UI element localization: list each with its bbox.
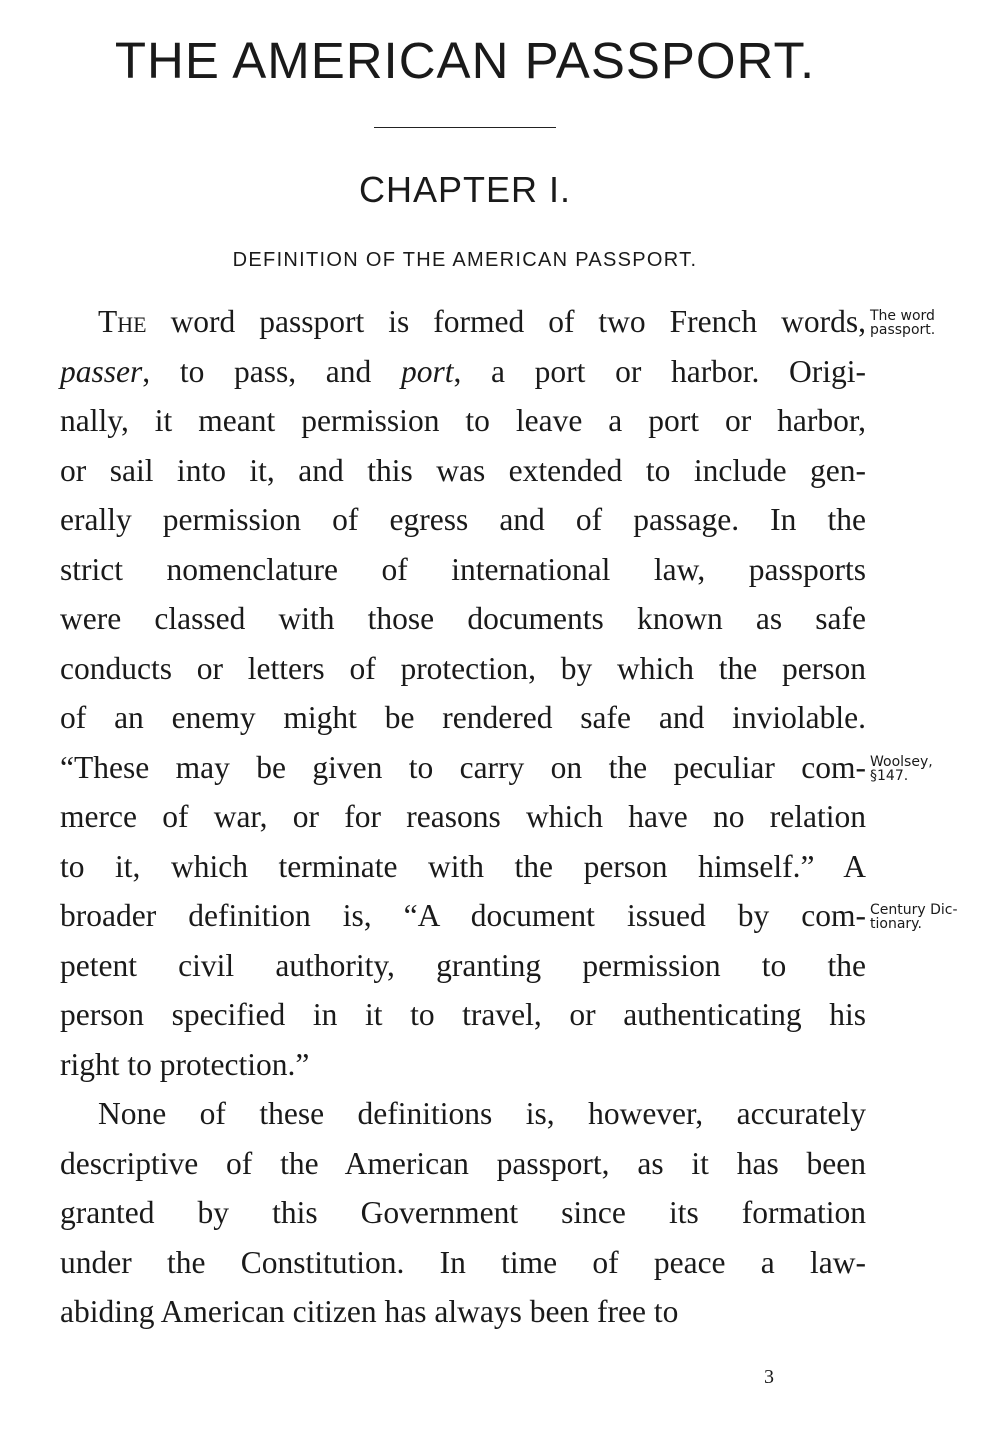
margin-note-line: Woolsey, bbox=[870, 754, 933, 770]
margin-note-century-dictionary bbox=[870, 903, 958, 931]
text-line bbox=[60, 743, 866, 793]
text-run: conducts or letters of protection, by which the person bbox=[60, 650, 866, 686]
chapter-subtitle: DEFINITION OF THE AMERICAN PASSPORT. bbox=[232, 249, 698, 271]
paragraph bbox=[60, 297, 866, 1089]
chapter-heading: CHAPTER I. bbox=[358, 169, 572, 210]
margin-note-line: The word bbox=[870, 308, 935, 324]
text-run: under the Constitution. In time of peace a law- bbox=[60, 1244, 866, 1280]
text-run: None of these definitions is, however, accurately bbox=[98, 1096, 866, 1131]
text-run: were classed with those documents known as safe bbox=[60, 601, 866, 636]
text-run: granted by this Government since its formation bbox=[60, 1195, 866, 1230]
text-run: to it, which terminate with the person himself.” A bbox=[60, 848, 866, 884]
text-line bbox=[60, 644, 866, 694]
text-line bbox=[60, 347, 866, 397]
text-run: petent civil authority, granting permission to the bbox=[60, 947, 866, 983]
margin-note-line: tionary. bbox=[870, 916, 922, 932]
margin-note-line: Century Dic- bbox=[870, 902, 958, 918]
text-run: strict nomenclature of international law, passports bbox=[60, 551, 866, 587]
text-run: broader definition is, “A document issued by com- bbox=[60, 898, 866, 933]
margin-note-woolsey bbox=[870, 755, 933, 783]
italic-word: port bbox=[400, 353, 454, 389]
text-line bbox=[60, 495, 866, 545]
text-line bbox=[60, 842, 866, 892]
text-run: person specified in it to travel, or authenticating his bbox=[60, 997, 866, 1032]
text-line bbox=[60, 594, 866, 644]
text-run: “These may be given to carry on the peculiar com- bbox=[60, 749, 866, 785]
page-title: THE AMERICAN PASSPORT. bbox=[114, 32, 816, 89]
text-line bbox=[60, 990, 866, 1040]
text-line bbox=[60, 891, 866, 941]
text-line bbox=[60, 792, 866, 842]
text-line bbox=[60, 1238, 866, 1288]
text-run: merce of war, or for reasons which have no relation bbox=[60, 799, 866, 834]
text-line bbox=[60, 693, 866, 743]
text-line bbox=[60, 941, 866, 991]
text-run: abiding American citizen has always been free to bbox=[60, 1294, 679, 1329]
margin-note-line: §147. bbox=[870, 768, 909, 784]
page-number: 3 bbox=[764, 1366, 774, 1388]
paragraph bbox=[60, 1089, 866, 1337]
text-run: descriptive of the American passport, as it has been bbox=[60, 1145, 866, 1181]
margin-note-word-passport bbox=[870, 309, 935, 337]
text-run: right to protection.” bbox=[60, 1046, 310, 1082]
text-run: word passport is formed of two French words, bbox=[146, 304, 866, 339]
text-line bbox=[60, 545, 866, 595]
text-run: , a port or harbor. Origi- bbox=[453, 353, 867, 389]
text-line bbox=[60, 1139, 866, 1189]
text-run: The bbox=[98, 304, 147, 339]
text-line bbox=[60, 396, 866, 446]
text-line bbox=[60, 1287, 866, 1337]
text-run: nally, it meant permission to leave a port or harbor, bbox=[60, 403, 866, 438]
margin-note-line: passport. bbox=[870, 322, 936, 338]
text-line bbox=[60, 1040, 866, 1090]
text-line bbox=[60, 446, 866, 496]
italic-word: passer bbox=[60, 353, 143, 389]
text-line bbox=[60, 1089, 866, 1139]
text-line bbox=[60, 297, 866, 347]
text-run: erally permission of egress and of passage. In the bbox=[60, 502, 866, 537]
text-line bbox=[60, 1188, 866, 1238]
text-run: of an enemy might be rendered safe and inviolable. bbox=[60, 700, 866, 735]
text-run: or sail into it, and this was extended to include gen- bbox=[60, 452, 866, 488]
body-text bbox=[60, 297, 866, 1337]
title-divider bbox=[374, 127, 556, 128]
text-run: , to pass, and bbox=[142, 353, 401, 389]
